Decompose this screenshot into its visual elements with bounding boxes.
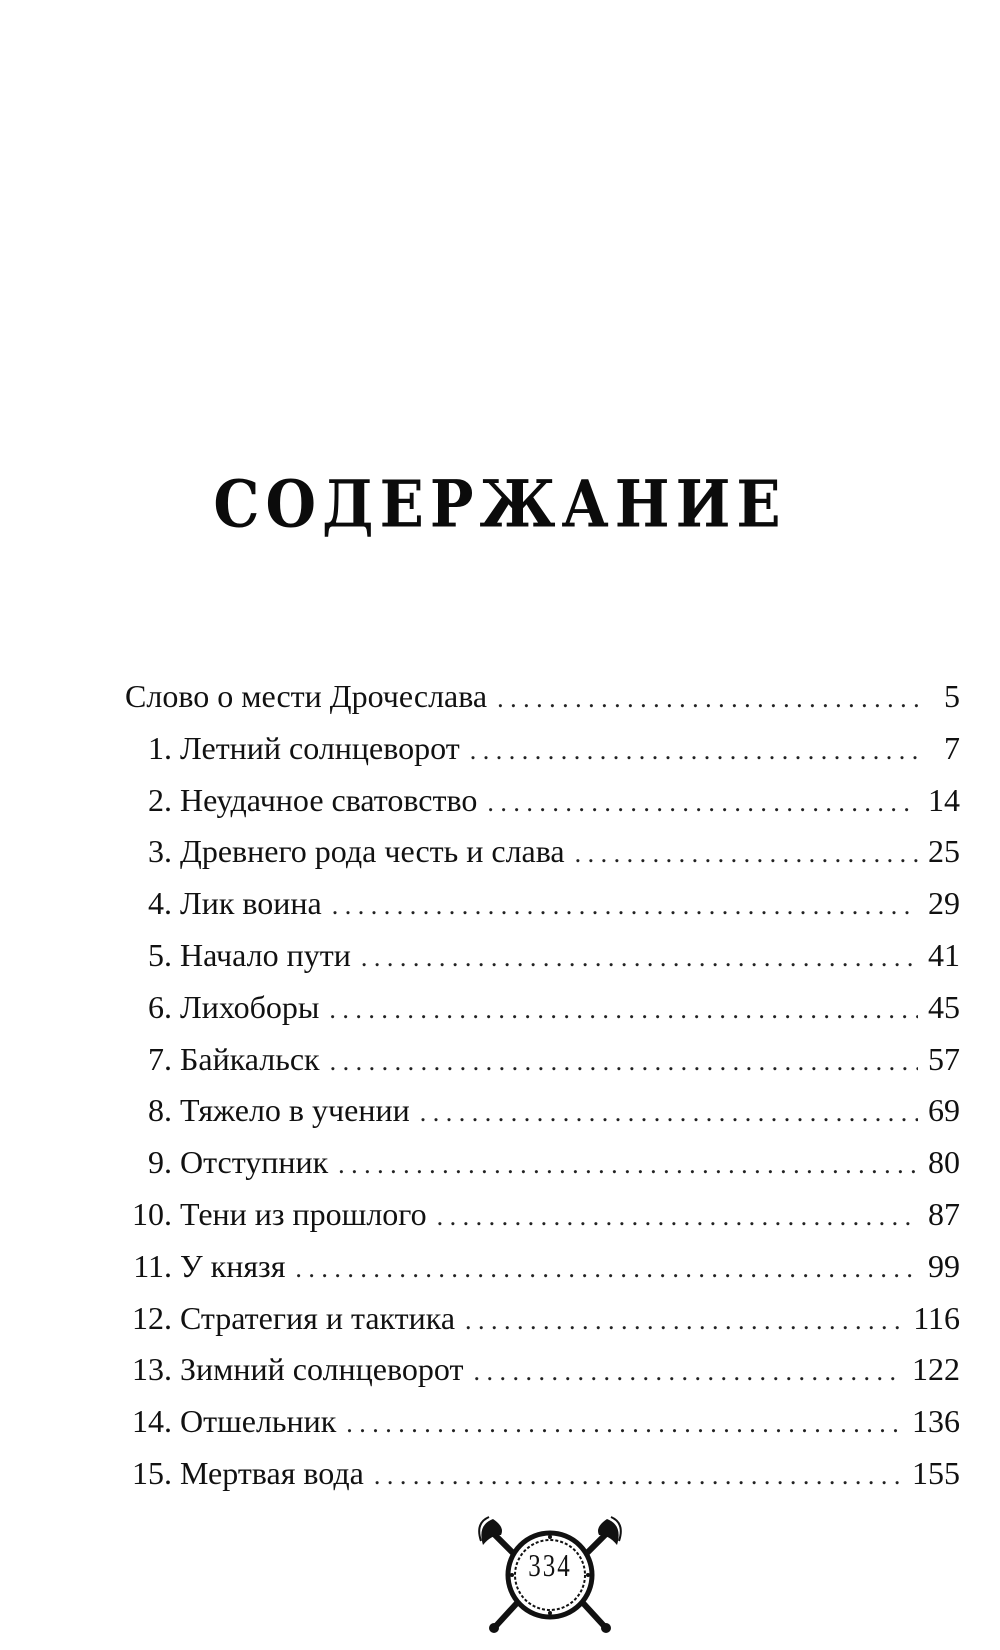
toc-number: 8.: [148, 1092, 172, 1129]
toc-number: 4.: [148, 885, 172, 922]
toc-page-number: 136: [912, 1403, 960, 1440]
toc-leader-dots: [346, 1398, 902, 1450]
toc-title: Лик воина: [180, 885, 322, 922]
toc-leader-dots: [487, 777, 918, 829]
toc-page-number: 5: [944, 678, 960, 714]
toc-entry: [125, 671, 960, 723]
toc-number: 14.: [132, 1403, 172, 1440]
toc-title: Отступник: [180, 1144, 329, 1181]
toc-number: 15.: [132, 1454, 172, 1491]
toc-page-number: 25: [928, 833, 960, 870]
toc-leader-dots: [437, 1191, 918, 1243]
toc-number: 5.: [148, 936, 172, 973]
toc-page-number: 99: [928, 1247, 960, 1284]
toc-page-number: 155: [912, 1454, 960, 1491]
page-number-emblem: [475, 1515, 625, 1635]
toc-page-number: 69: [928, 1092, 960, 1129]
toc-entry: [125, 1241, 960, 1293]
toc-leader-dots: [465, 1295, 903, 1347]
toc-title: Стратегия и тактика: [180, 1299, 456, 1336]
toc-title: Байкальск: [180, 1040, 320, 1077]
toc-title: Мертвая вода: [180, 1454, 364, 1491]
toc-leader-dots: [332, 880, 918, 932]
toc-leader-dots: [338, 1139, 918, 1191]
toc-entry: [125, 1189, 960, 1241]
toc-number: 6.: [148, 988, 172, 1025]
toc-page-number: 87: [928, 1195, 960, 1232]
toc-leader-dots: [575, 828, 918, 880]
page-number: 334: [528, 1549, 572, 1584]
toc-number: 11.: [133, 1247, 172, 1284]
toc-leader-dots: [473, 1346, 902, 1398]
toc-leader-dots: [420, 1087, 918, 1139]
toc-leader-dots: [374, 1450, 902, 1502]
toc-entry: [125, 775, 960, 827]
page-title: СОДЕРЖАНИЕ: [213, 465, 787, 543]
toc-title: Летний солнцеворот: [180, 729, 460, 766]
toc-title: Лихоборы: [180, 988, 320, 1025]
toc-entry: [125, 1448, 960, 1500]
toc-title: Отшельник: [180, 1403, 337, 1440]
toc-entry: [125, 1396, 960, 1448]
toc-entry: [125, 1085, 960, 1137]
toc-title: Тяжело в учении: [180, 1092, 410, 1129]
toc-title: У князя: [180, 1247, 286, 1284]
toc-page-number: 57: [928, 1040, 960, 1077]
toc-number: 9.: [148, 1144, 172, 1181]
toc-page-number: 29: [928, 885, 960, 922]
toc-number: 3.: [148, 833, 172, 870]
toc-entry: [125, 878, 960, 930]
toc-leader-dots: [470, 725, 926, 777]
toc-entry: [125, 826, 960, 878]
toc-page-number: 45: [928, 988, 960, 1025]
toc-entry: [125, 1293, 960, 1345]
toc-leader-dots: [497, 673, 926, 725]
toc-page-number: 122: [912, 1351, 960, 1388]
toc-title: Начало пути: [180, 936, 351, 973]
toc-title: Неудачное сватовство: [180, 781, 478, 818]
toc-title: Тени из прошлого: [180, 1195, 427, 1232]
toc-entry: [125, 723, 960, 775]
toc-number: 7.: [148, 1040, 172, 1077]
toc-leader-dots: [330, 1036, 918, 1088]
toc-number: 12.: [132, 1299, 172, 1336]
toc-entry: [125, 982, 960, 1034]
toc-entry: [125, 1034, 960, 1086]
toc-entry: [125, 1344, 960, 1396]
toc-number: 10.: [132, 1195, 172, 1232]
toc-title: Слово о мести Дрочеслава: [125, 678, 488, 714]
toc-leader-dots: [361, 932, 918, 984]
toc-entry: [125, 930, 960, 982]
toc-number: 1.: [148, 729, 172, 766]
toc-page-number: 14: [928, 781, 960, 818]
toc-page-number: 7: [944, 729, 960, 766]
table-of-contents: [125, 671, 960, 1500]
toc-entry: [125, 1137, 960, 1189]
toc-page-number: 116: [913, 1299, 960, 1336]
toc-title: Древнего рода честь и слава: [180, 833, 565, 870]
toc-leader-dots: [329, 984, 918, 1036]
toc-number: 2.: [148, 781, 172, 818]
toc-title: Зимний солнцеворот: [180, 1351, 464, 1388]
toc-page-number: 41: [928, 936, 960, 973]
toc-page-number: 80: [928, 1144, 960, 1181]
toc-number: 13.: [132, 1351, 172, 1388]
toc-leader-dots: [295, 1243, 918, 1295]
